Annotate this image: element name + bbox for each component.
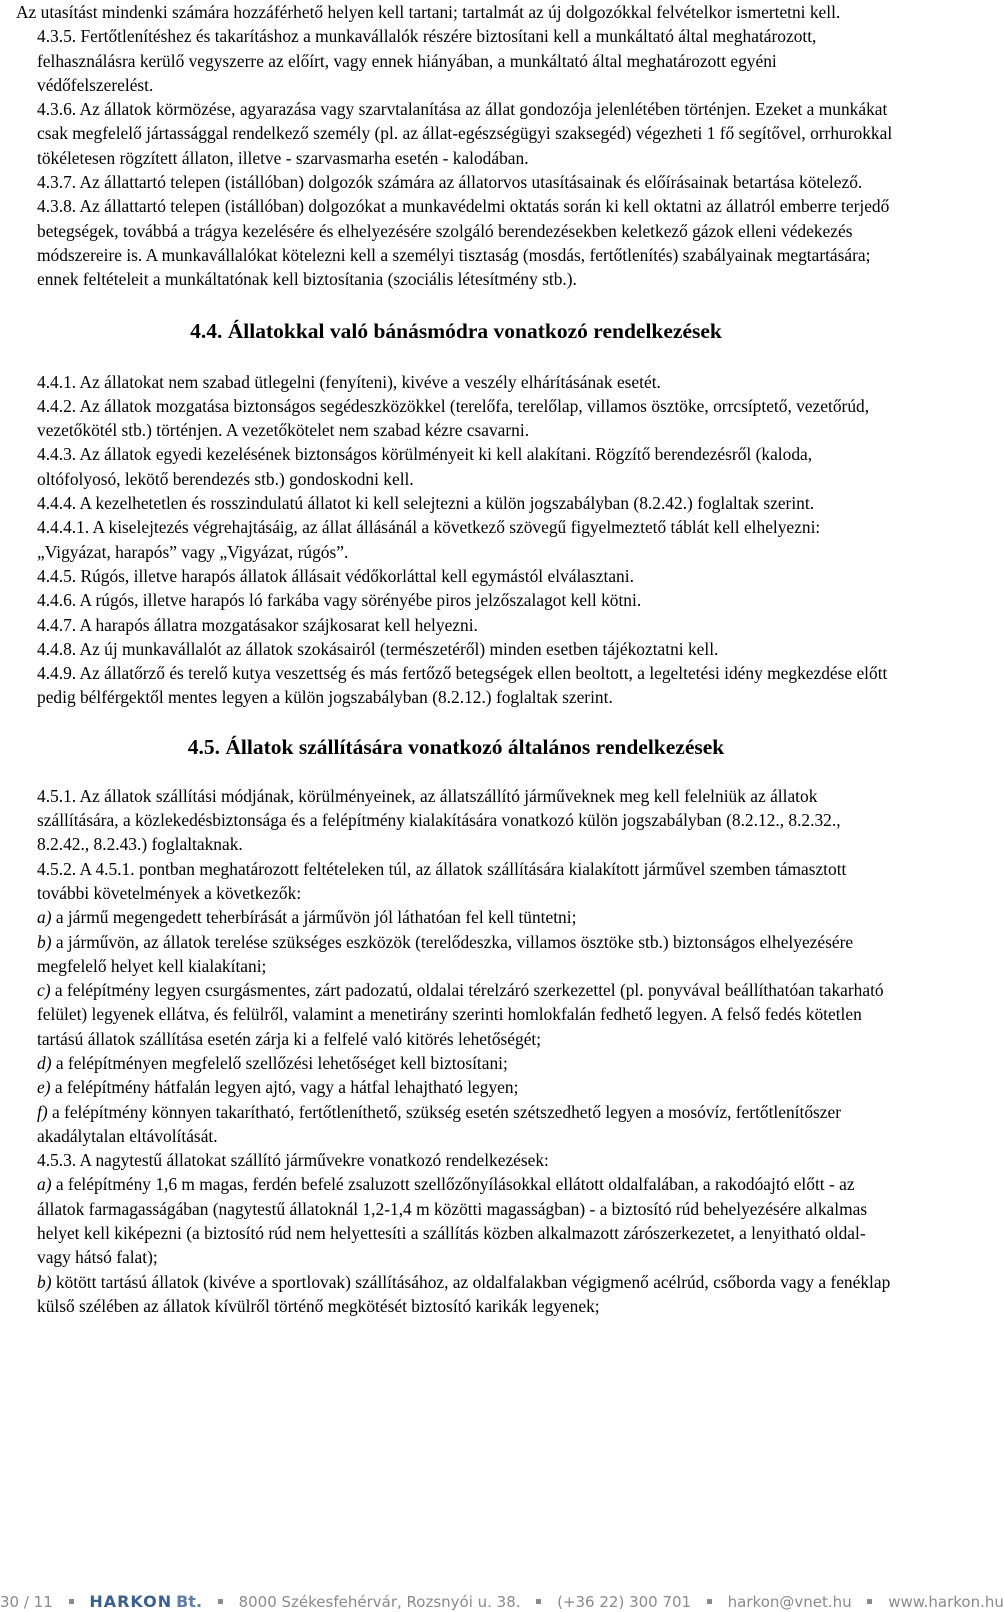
footer-address: 8000 Székesfehérvár, Rozsnyói u. 38. <box>238 1592 521 1611</box>
logo-text: HARKON <box>89 1591 173 1611</box>
list-item-text: a felépítmény 1,6 m magas, ferdén befelé zsaluzott szellőzőnyílásokkal ellátott oldalfalában, a rakodóajtó előtt - az állatok farmagasságában (nagytestű állatoknál 1,2-1,4 m közötti magasságban) - a biztosító rúd behelyezésére alkalmas helyet kell kiképezni (a biztosító rúd nem helyettesíti a szállítás közben alkalmazott zárószerkezetet, a lenyitható oldal- vagy hátsó falat); <box>37 1174 868 1268</box>
paragraph-4-4-4-1: 4.4.4.1. A kiselejtezés végrehajtásáig, az állat állásánál a következő szövegű figyelmeztető táblát kell elhelyezni: „Vigyázat, harapós” vagy „Vigyázat, rúgós”. <box>37 517 821 562</box>
list-item-text: a jármű megengedett teherbírását a járművön jól láthatóan fel kell tüntetni; <box>51 907 577 928</box>
separator-square-icon <box>536 1599 541 1604</box>
list-item-a <box>16 1172 896 1269</box>
paragraph-4-3-5: 4.3.5. Fertőtlenítéshez és takarításhoz a munkavállalók részére biztosítani kell a munkáltató által meghatározott, felhasználásra kerülő vegyszerre az előírt, vagy ennek hiányában, a munkáltató által meghatározott egyéni védőfelszerelést. <box>37 26 817 95</box>
footer-phone: (+36 22) 300 701 <box>557 1592 692 1611</box>
list-item-text: kötött tartású állatok (kivéve a sportlovak) szállításához, az oldalfalakban végigmenő acélrúd, csőborda vagy a fenéklap külső szélében az állatok kívülről történő megkötését biztosító karikák legyenek; <box>37 1271 891 1316</box>
paragraph-4-4-6: 4.4.6. A rúgós, illetve harapós ló farkába vagy sörényébe piros jelzőszalagot kell kötni. <box>37 590 642 611</box>
footer-email: harkon@vnet.hu <box>727 1592 852 1611</box>
list-item-label: a) <box>37 1174 52 1195</box>
list-item-e <box>16 1075 896 1099</box>
list-item-b <box>16 1270 896 1319</box>
paragraph-4-3-6: 4.3.6. Az állatok körmözése, agyarazása vagy szarvtalanítása az állat gondozója jelenlétében történjen. Ezeket a munkákat csak megfelelő jártassággal rendelkező személy (pl. az állat-egészségügyi szaksegéd) végezheti 1 fő segítővel, orrhurokkal tökéletesen rögzített állaton, illetve - szarvasmarha esetén - kalodában. <box>37 99 893 168</box>
paragraph-4-5-2: 4.5.2. A 4.5.1. pontban meghatározott feltételeken túl, az állatok szállítására kialakított járművel szemben támasztott további követelmények a következők: <box>37 858 847 903</box>
paragraph-4-4-5: 4.4.5. Rúgós, illetve harapós állatok állásait védőkorláttal kell egymástól elválasztani. <box>37 565 634 586</box>
section-heading-4-4: 4.4. Állatokkal való bánásmódra vonatkozó rendelkezések <box>190 318 722 343</box>
list-item-b <box>16 930 896 979</box>
paragraph-4-4-8: 4.4.8. Az új munkavállalót az állatok szokásairól (természetéről) minden esetben tájékoztatni kell. <box>37 638 719 659</box>
paragraph-4-3-8: 4.3.8. Az állattartó telepen (istállóban) dolgozókat a munkavédelmi oktatás során ki kell oktatni az állatról emberre terjedő betegségek, továbbá a trágya kezelésére és elhelyezésére szolgáló berendezésekben keletkező gázok elleni védekezés módszereire is. A munkavállalókat kötelezni kell a személyi tisztaság (mosdás, fertőtlenítés) szabályainak megtartására; ennek feltételeit a munkáltatónak kell biztosítania (szociális létesítmény stb.). <box>37 196 890 290</box>
list-item-text: a felépítmény könnyen takarítható, fertőtleníthető, szükség esetén szétszedhető legyen a mosóvíz, fertőtlenítőszer akadálytalan eltávolítását. <box>37 1101 842 1146</box>
list-item-label: f) <box>37 1101 48 1122</box>
paragraph-4-3-7: 4.3.7. Az állattartó telepen (istállóban) dolgozók számára az állatorvos utasításainak és előírásainak betartása kötelező. <box>37 172 863 193</box>
list-item-f <box>16 1100 896 1149</box>
company-logo <box>89 1591 202 1612</box>
list-item-label: b) <box>37 931 52 952</box>
paragraph-4-4-9: 4.4.9. Az állatőrző és terelő kutya veszettség és más fertőző betegségek ellen beoltott, a legeltetési idény megkezdése előtt pedig bélférgektől mentes legyen a külön jogszabályban (8.2.12.) foglaltak szerint. <box>37 663 888 708</box>
paragraph-4-4-7: 4.4.7. A harapós állatra mozgatásakor szájkosarat kell helyezni. <box>37 614 478 635</box>
list-item-text: a felépítmény hátfalán legyen ajtó, vagy a hátfal lehajtható legyen; <box>50 1077 519 1098</box>
separator-square-icon <box>867 1599 872 1604</box>
list-item-text: a járművön, az állatok terelése szükséges eszközök (terelődeszka, villamos ösztöke stb.) biztonságos elhelyezésére megfelelő helyet kell kialakítani; <box>37 931 854 976</box>
document-page <box>16 0 896 1318</box>
list-item-label: b) <box>37 1271 52 1292</box>
paragraph-4-5-3: 4.5.3. A nagytestű állatokat szállító járművekre vonatkozó rendelkezések: <box>37 1150 549 1171</box>
section-heading-4-5: 4.5. Állatok szállítására vonatkozó általános rendelkezések <box>187 734 725 759</box>
footer-website: www.harkon.hu <box>888 1592 1004 1611</box>
list-item-text: a felépítmény legyen csurgásmentes, zárt padozatú, oldalai térelzáró szerkezettel (pl. ponyvával beállíthatóan takarható felület) legyenek ellátva, és felülről, valamint a menetirány szerinti homlokfalán fedhető legyen. A felső fedés kötetlen tartású állatok szállítása esetén zárja ki a felfelé való kitörés lehetőségét; <box>37 980 884 1049</box>
paragraph-4-4-2: 4.4.2. Az állatok mozgatása biztonságos segédeszközökkel (terelőfa, terelőlap, villamos ösztöke, orrcsíptető, vezetőrúd, vezetőkötél stb.) történjen. A vezetőkötelet nem szabad kézre csavarni. <box>37 395 870 441</box>
list-item-c <box>16 978 896 1051</box>
list-item-a <box>16 905 896 929</box>
paragraph-4-4-1: 4.4.1. Az állatokat nem szabad ütlegelni (fenyíteni), kivéve a veszély elhárításának esetét. <box>37 371 661 392</box>
list-item-text: a felépítményen megfelelő szellőzési lehetőséget kell biztosítani; <box>51 1052 508 1073</box>
list-item-label: c) <box>37 980 51 1001</box>
paragraph: Az utasítást mindenki számára hozzáférhető helyen kell tartani; tartalmát az új dolgozókkal felvételkor ismertetni kell. <box>16 2 841 22</box>
list-item-label: a) <box>37 907 52 928</box>
paragraph-4-4-3: 4.4.3. Az állatok egyedi kezelésének biztonságos körülményeit ki kell alakítani. Rögzítő berendezésről (kaloda, oltófolyosó, lekötő berendezés stb.) gondoskodni kell. <box>37 444 813 489</box>
separator-square-icon <box>218 1599 223 1604</box>
paragraph-4-5-1: 4.5.1. Az állatok szállítási módjának, körülményeinek, az állatszállító járműveknek meg kell felelniük az állatok szállítására, a közlekedésbiztonsága és a felépítmény kialakítására vonatkozó külön jogszabályban (8.2.12., 8.2.32., 8.2.42., 8.2.43.) foglaltaknak. <box>37 785 841 855</box>
logo-suffix: Bt. <box>176 1591 203 1611</box>
page-number: 30 / 11 <box>0 1592 53 1611</box>
list-item-label: d) <box>37 1052 52 1073</box>
list-item-label: e) <box>37 1077 51 1098</box>
list-item-d <box>16 1051 896 1075</box>
page-footer <box>0 1591 1004 1611</box>
separator-square-icon <box>707 1599 712 1604</box>
paragraph-4-4-4: 4.4.4. A kezelhetetlen és rosszindulatú állatot ki kell selejtezni a külön jogszabályban (8.2.42.) foglaltak szerint. <box>37 493 815 514</box>
separator-square-icon <box>69 1599 74 1604</box>
